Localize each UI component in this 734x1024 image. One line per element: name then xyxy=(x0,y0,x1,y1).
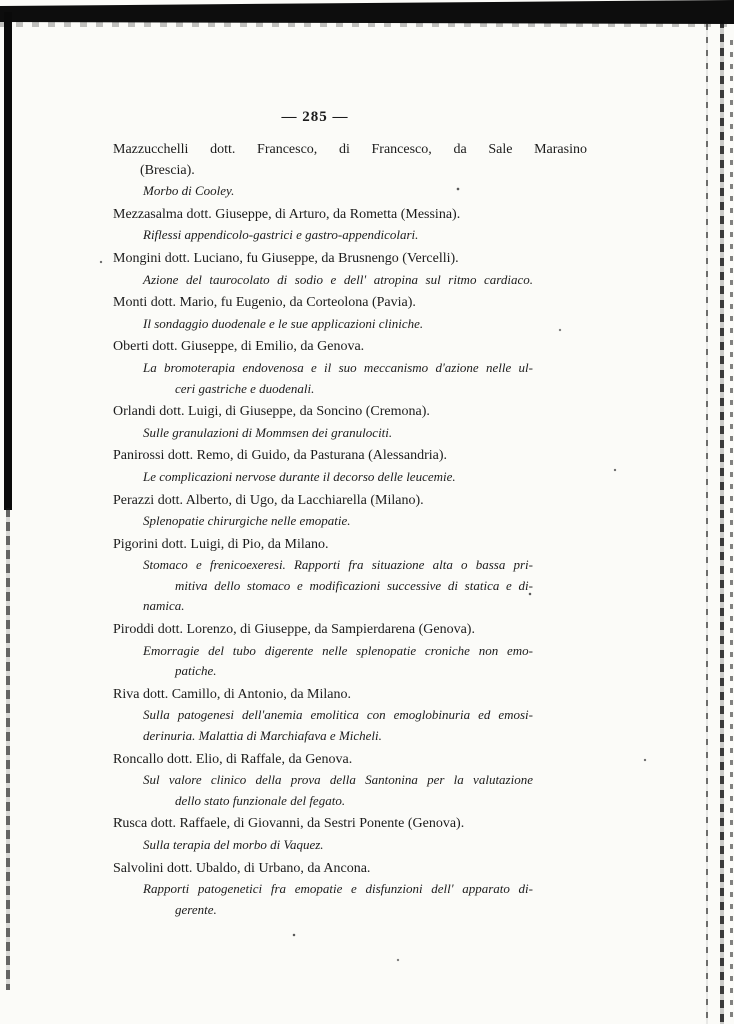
entry xyxy=(113,859,587,921)
author-line: Panirossi dott. Remo, di Guido, da Pasturana (Alessandria). xyxy=(113,448,448,464)
scan-artifact-left-bar xyxy=(4,12,12,510)
entry xyxy=(113,620,587,682)
author-line: Monti dott. Mario, fu Eugenio, da Corteolona (Pavia). xyxy=(113,295,416,311)
author-line: Orlandi dott. Luigi, di Giuseppe, da Soncino (Cremona). xyxy=(113,404,430,420)
author-line: Piroddi dott. Lorenzo, di Giuseppe, da Sampierdarena (Genova). xyxy=(113,622,475,638)
scan-artifact-right-line-inner xyxy=(706,24,708,1024)
scan-artifact-top-noise xyxy=(0,21,734,27)
author-line: Riva dott. Camillo, di Antonio, da Milano. xyxy=(113,686,351,702)
entry xyxy=(113,535,587,617)
thesis-line: Morbo di Cooley. xyxy=(143,183,235,199)
entry xyxy=(113,685,587,747)
entry xyxy=(113,491,587,532)
entry xyxy=(113,402,587,443)
entry xyxy=(113,814,587,855)
thesis-line: Emorragie del tubo digerente nelle splenopatie croniche non emo- xyxy=(143,642,533,658)
thesis-line: namica. xyxy=(143,598,185,614)
author-line: Oberti dott. Giuseppe, di Emilio, da Genova. xyxy=(113,339,365,355)
thesis-line: Splenopatie chirurgiche nelle emopatie. xyxy=(143,513,351,529)
scan-artifact-right-edge xyxy=(730,40,733,1024)
thesis-line: Sulle granulazioni di Mommsen dei granulociti. xyxy=(143,424,393,440)
author-line: Mongini dott. Luciano, fu Giuseppe, da Brusnengo (Vercelli). xyxy=(113,250,459,266)
author-line: Rusca dott. Raffaele, di Giovanni, da Sestri Ponente (Genova). xyxy=(113,816,465,832)
thesis-line: dello stato funzionale del fegato. xyxy=(175,792,346,808)
author-line: Mazzucchelli dott. Francesco, di Francesco, da Sale Marasino xyxy=(113,142,587,157)
entry xyxy=(113,249,587,290)
thesis-line: Le complicazioni nervose durante il decorso delle leucemie. xyxy=(143,468,456,484)
scan-artifact-right-line-outer xyxy=(720,20,724,1024)
thesis-line: Sul valore clinico della prova della Santonina per la valutazione xyxy=(143,772,533,788)
thesis-line: Il sondaggio duodenale e le sue applicazioni cliniche. xyxy=(143,315,424,331)
scan-artifact-left-streak xyxy=(6,508,10,990)
author-line: Perazzi dott. Alberto, di Ugo, da Lacchiarella (Milano). xyxy=(113,492,424,508)
thesis-line: Sulla terapia del morbo di Vaquez. xyxy=(143,837,324,852)
thesis-line: Sulla patogenesi dell'anemia emolitica con emoglobinuria ed emosi- xyxy=(143,707,533,723)
thesis-line: derinuria. Malattia di Marchiafava e Micheli. xyxy=(143,728,382,744)
thesis-line: Rapporti patogenetici fra emopatie e disfunzioni dell' apparato di- xyxy=(143,881,533,897)
author-line: (Brescia). xyxy=(140,162,195,178)
thesis-line: gerente. xyxy=(175,901,217,917)
entry xyxy=(113,337,587,399)
author-line: Salvolini dott. Ubaldo, di Urbano, da Ancona. xyxy=(113,860,371,876)
thesis-line: La bromoterapia endovenosa e il suo meccanismo d'azione nelle ul- xyxy=(143,359,533,375)
thesis-line: Azione del taurocolato di sodio e dell' atropina sul ritmo cardiaco. xyxy=(143,271,533,287)
entry xyxy=(113,140,587,202)
author-line: Roncallo dott. Elio, di Raffale, da Genova. xyxy=(113,751,353,767)
thesis-line: ceri gastriche e duodenali. xyxy=(175,380,315,396)
author-line: Mezzasalma dott. Giuseppe, di Arturo, da Rometta (Messina). xyxy=(113,206,461,222)
author-line: Pigorini dott. Luigi, di Pio, da Milano. xyxy=(113,536,329,552)
entry xyxy=(113,750,587,812)
thesis-line: patiche. xyxy=(175,663,217,679)
entries-list xyxy=(113,140,587,923)
entry xyxy=(113,205,587,246)
thesis-line: mitiva dello stomaco e modificazioni successive di statica e di- xyxy=(175,577,533,593)
thesis-line: Stomaco e frenicoexeresi. Rapporti fra situazione alta o bassa pri- xyxy=(143,557,533,573)
entry xyxy=(113,446,587,487)
page-number: — 285 — xyxy=(281,109,349,125)
thesis-line: Riflessi appendicolo-gastrici e gastro-appendicolari. xyxy=(143,227,419,243)
entry xyxy=(113,293,587,334)
